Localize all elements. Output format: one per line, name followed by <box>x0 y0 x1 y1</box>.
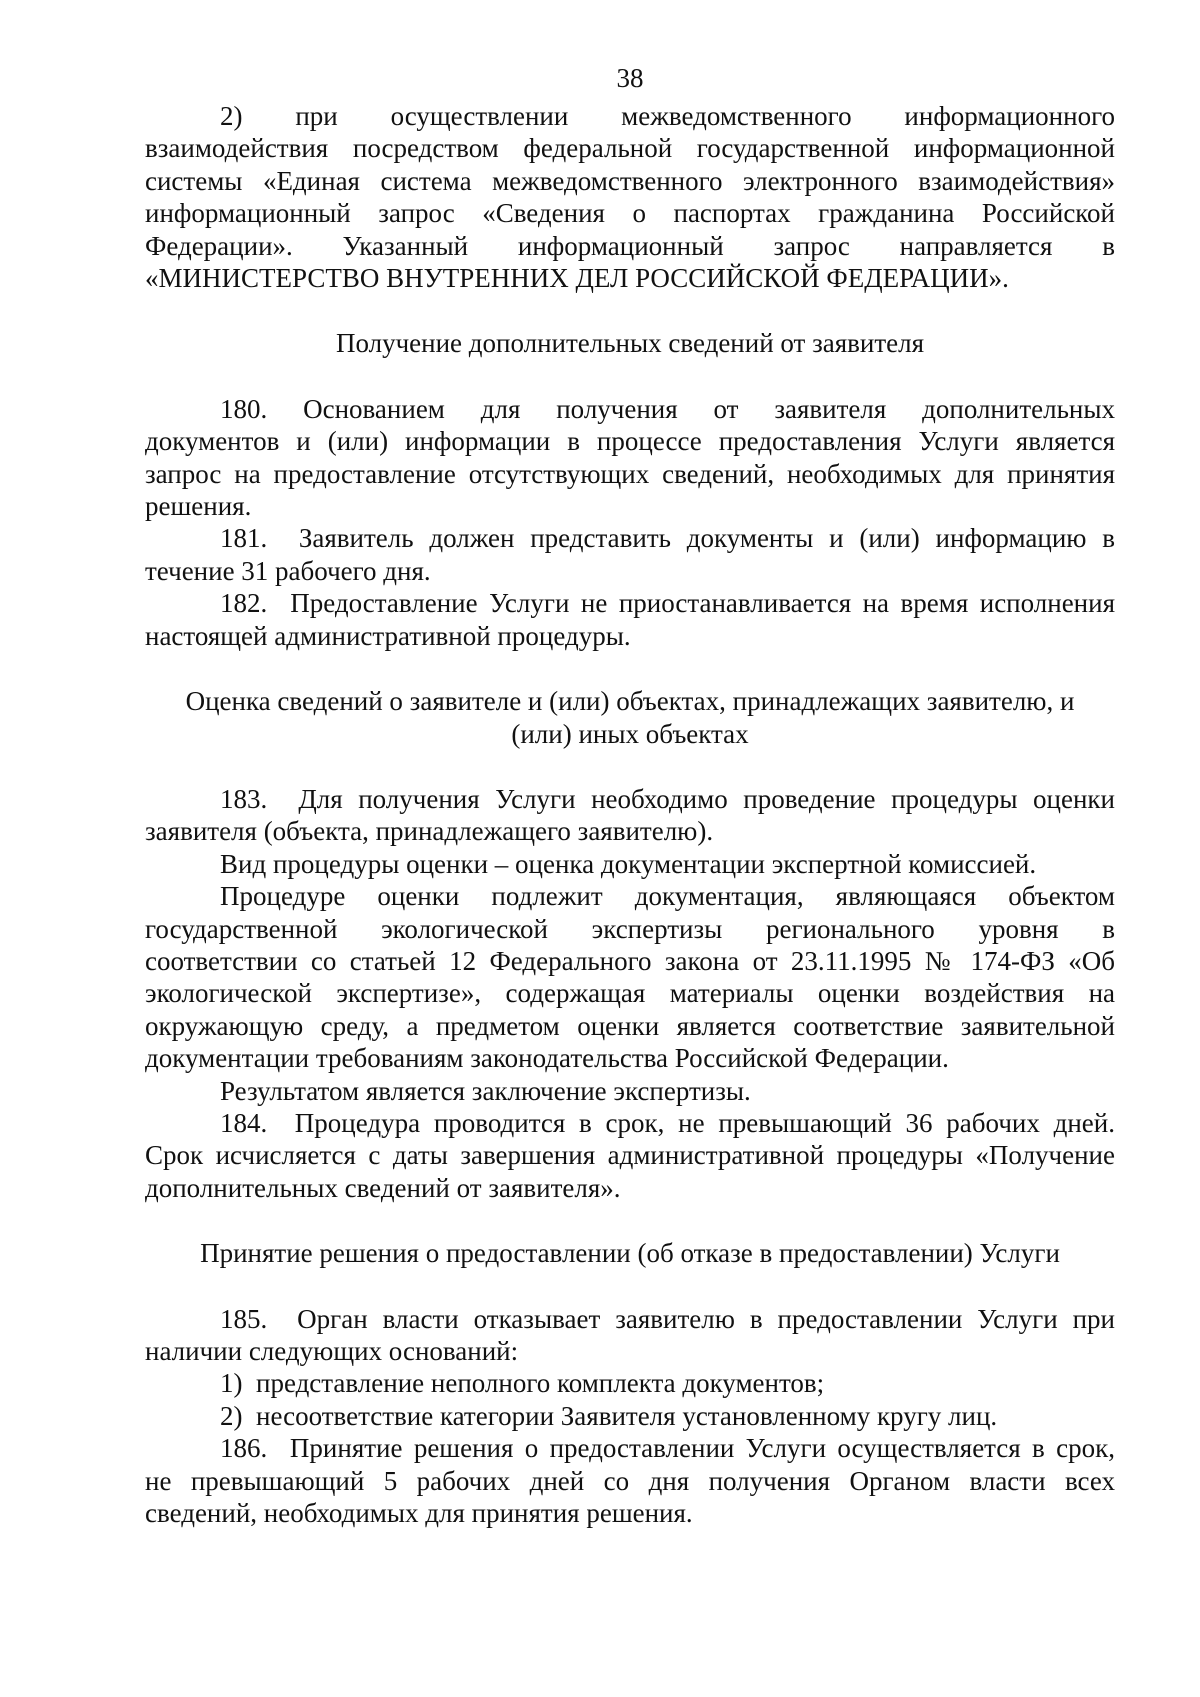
heading-line: Оценка сведений о заявителе и (или) объектах, принадлежащих заявителю, и <box>185 686 1075 717</box>
heading-line: (или) иных объектах <box>511 718 749 749</box>
paragraph-procedure-subject <box>145 880 1115 1074</box>
text-line: 185. Орган власти отказывает заявителю в предоставлении Услуги при <box>220 1303 1115 1334</box>
text-line: 180. Основанием для получения от заявителя дополнительных <box>220 393 1115 424</box>
paragraph-continuation <box>145 100 1115 294</box>
text-line: решения. <box>145 491 252 522</box>
paragraph-180 <box>145 393 1115 523</box>
text-line: экологической экспертизе», содержащая материалы оценки воздействия на <box>145 978 1115 1009</box>
text-line: дополнительных сведений от заявителя». <box>145 1172 621 1203</box>
text-line: Процедуре оценки подлежит документация, являющаяся объектом <box>220 881 1115 912</box>
text-line: 2) несоответствие категории Заявителя установленному кругу лиц. <box>220 1400 998 1431</box>
list-item <box>145 1400 1115 1432</box>
text-line: «МИНИСТЕРСТВО ВНУТРЕННИХ ДЕЛ РОССИЙСКОЙ ФЕДЕРАЦИИ». <box>145 263 1009 294</box>
text-line: течение 31 рабочего дня. <box>145 555 431 586</box>
text-line: 2) при осуществлении межведомственного информационного <box>220 101 1115 131</box>
text-line: запрос на предоставление отсутствующих сведений, необходимых для принятия <box>145 458 1115 489</box>
section-heading: Получение дополнительных сведений от заявителя <box>335 328 925 359</box>
text-line: документов и (или) информации в процессе предоставления Услуги является <box>145 426 1115 457</box>
list-item <box>145 1367 1115 1399</box>
text-line: 183. Для получения Услуги необходимо проведение процедуры оценки <box>220 783 1115 814</box>
text-line: заявителя (объекта, принадлежащего заявителю). <box>145 816 714 847</box>
text-line: не превышающий 5 рабочих дней со дня получения Органом власти всех <box>145 1465 1115 1496</box>
text-line: 186. Принятие решения о предоставлении Услуги осуществляется в срок, <box>220 1433 1115 1464</box>
section-heading <box>145 685 1115 750</box>
paragraph-184 <box>145 1107 1115 1204</box>
text-line: соответствии со статьей 12 Федерального закона от 23.11.1995 № 174-ФЗ «Об <box>145 945 1115 976</box>
section-heading: Принятие решения о предоставлении (об отказе в предоставлении) Услуги <box>200 1238 1060 1269</box>
text-line: сведений, необходимых для принятия решения. <box>145 1498 693 1529</box>
text-line: государственной экологической экспертизы регионального уровня в <box>145 913 1115 944</box>
page-number: 38 <box>616 63 644 93</box>
text-line: Федерации». Указанный информационный запрос направляется в <box>145 230 1115 261</box>
text-line: системы «Единая система межведомственного электронного взаимодействия» <box>145 165 1115 196</box>
text-line: 182. Предоставление Услуги не приостанавливается на время исполнения <box>220 588 1115 619</box>
paragraph-181 <box>145 522 1115 587</box>
text-line: взаимодействия посредством федеральной государственной информационной <box>145 133 1115 164</box>
text-line: окружающую среду, а предметом оценки является соответствие заявительной <box>145 1010 1115 1041</box>
text-line: Результатом является заключение экспертизы. <box>220 1075 751 1106</box>
text-line: наличии следующих оснований: <box>145 1336 519 1366</box>
text-line: 1) представление неполного комплекта документов; <box>220 1368 825 1399</box>
text-line: настоящей административной процедуры. <box>145 620 631 651</box>
text-line: документации требованиям законодательства Российской Федерации. <box>145 1043 949 1074</box>
paragraph-procedure-type <box>145 848 1115 880</box>
paragraph-183 <box>145 783 1115 848</box>
text-line: Вид процедуры оценки – оценка документации экспертной комиссией. <box>220 848 1037 879</box>
text-line: 184. Процедура проводится в срок, не превышающий 36 рабочих дней. <box>220 1107 1115 1138</box>
text-line: информационный запрос «Сведения о паспортах гражданина Российской <box>145 198 1115 229</box>
text-line: Срок исчисляется с даты завершения административной процедуры «Получение <box>145 1140 1115 1171</box>
paragraph-result <box>145 1075 1115 1107</box>
text-line: 181. Заявитель должен представить документы и (или) информацию в <box>220 523 1115 554</box>
paragraph-186 <box>145 1432 1115 1529</box>
paragraph-182 <box>145 587 1115 652</box>
paragraph-185 <box>145 1303 1115 1368</box>
